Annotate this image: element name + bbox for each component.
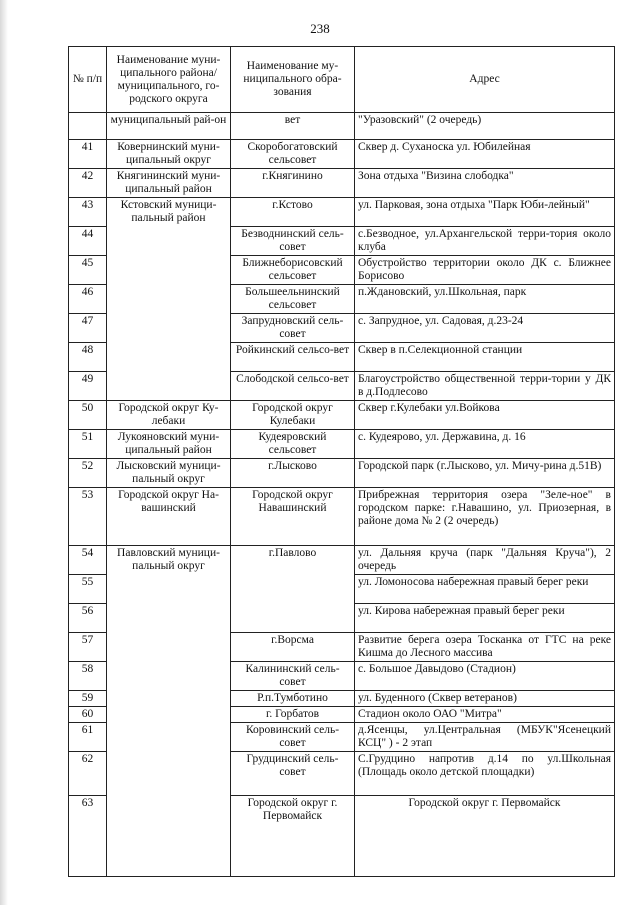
row-entity: г.Павлово <box>231 546 355 633</box>
table-row <box>69 198 615 227</box>
row-district: Городской округ Ку-лебаки <box>107 401 231 430</box>
row-address: Обустройство территории около ДК с. Ближнее Борисово <box>355 256 615 285</box>
row-entity: Калининский сель-совет <box>231 662 355 691</box>
row-address: Зона отдыха "Визина слободка" <box>355 169 615 198</box>
scan-edge-shadow <box>0 0 8 905</box>
table-row <box>69 169 615 198</box>
row-num: 45 <box>69 256 107 285</box>
row-entity: Городской округ Кулебаки <box>231 401 355 430</box>
row-num: 63 <box>69 796 107 877</box>
row-entity: г. Горбатов <box>231 707 355 723</box>
row-address: ул. Ломоносова набережная правый берег реки <box>355 575 615 604</box>
row-num: 46 <box>69 285 107 314</box>
row-entity: г.Лысково <box>231 459 355 488</box>
row-address: д.Ясенцы, ул.Центральная (МБУК"Ясенецкий КСЦ" ) - 2 этап <box>355 723 615 752</box>
row-address: с.Безводное, ул.Архангельской терри-тория около клуба <box>355 227 615 256</box>
row-district: Кстовский муници-пальный район <box>107 198 231 401</box>
table-row <box>69 140 615 169</box>
table-row <box>69 401 615 430</box>
row-address: Стадион около ОАО "Митра" <box>355 707 615 723</box>
row-num: 61 <box>69 723 107 752</box>
row-address: с. Большое Давыдово (Стадион) <box>355 662 615 691</box>
row-district: Павловский муници-пальный округ <box>107 546 231 877</box>
row-num: 41 <box>69 140 107 169</box>
row-address: Городской парк (г.Лысково, ул. Мичу-рина д.51В) <box>355 459 615 488</box>
row-entity: Слободской сельсо-вет <box>231 372 355 401</box>
row-num: 48 <box>69 343 107 372</box>
row-num: 62 <box>69 752 107 796</box>
row-address: Развитие берега озера Тосканка от ГТС на реке Кишма до Лесного массива <box>355 633 615 662</box>
page-number: 238 <box>310 21 330 36</box>
row-address: Сквер г.Кулебаки ул.Войкова <box>355 401 615 430</box>
row-num: 44 <box>69 227 107 256</box>
row-entity: Запрудновский сель-совет <box>231 314 355 343</box>
header-entity: Наименование му-ниципального обра-зования <box>231 47 355 113</box>
row-num: 49 <box>69 372 107 401</box>
table-header-row <box>69 47 615 113</box>
table-row <box>69 488 615 546</box>
row-district: муниципальный рай-он <box>107 113 231 140</box>
table-row <box>69 113 615 140</box>
row-district: Лукояновский муни-ципальный район <box>107 430 231 459</box>
row-address: ул. Буденного (Сквер ветеранов) <box>355 691 615 707</box>
row-entity: Городской округ г. Первомайск <box>355 796 615 877</box>
row-address: ул. Дальняя круча (парк "Дальняя Круча"), 2 очередь <box>355 546 615 575</box>
row-address: "Уразовский" (2 очередь) <box>355 113 615 140</box>
row-num: 51 <box>69 430 107 459</box>
row-entity: Коровинский сель-совет <box>231 723 355 752</box>
header-num: № п/п <box>69 47 107 113</box>
row-num: 57 <box>69 633 107 662</box>
row-num: 52 <box>69 459 107 488</box>
row-entity: Большеельнинский сельсовет <box>231 285 355 314</box>
row-address: С.Грудцино напротив д.14 по ул.Школьная (Площадь около детской площадки) <box>355 752 615 796</box>
row-district: Городской округ г. Первомайск <box>231 796 355 877</box>
row-num: 59 <box>69 691 107 707</box>
row-address: Сквер в п.Селекционной станции <box>355 343 615 372</box>
row-num: 42 <box>69 169 107 198</box>
row-num: 53 <box>69 488 107 546</box>
row-entity: Безводнинский сель-совет <box>231 227 355 256</box>
row-entity: Кудеяровский сельсовет <box>231 430 355 459</box>
row-entity: Ближнеборисовский сельсовет <box>231 256 355 285</box>
row-num <box>69 113 107 140</box>
row-num: 47 <box>69 314 107 343</box>
row-entity: Городской округ Навашинский <box>231 488 355 546</box>
row-address: Прибрежная территория озера "Зеле-ное" в городском парке: г.Навашино, ул. Приозерная, в районе дома № 2 (2 очередь) <box>355 488 615 546</box>
row-address: ул. Кирова набережная правый берег реки <box>355 604 615 633</box>
row-num: 43 <box>69 198 107 227</box>
row-address: ул. Парковая, зона отдыха "Парк Юби-лейный" <box>355 198 615 227</box>
row-num: 54 <box>69 546 107 575</box>
row-num: 58 <box>69 662 107 691</box>
row-entity: Р.п.Тумботино <box>231 691 355 707</box>
row-address: с. Запрудное, ул. Садовая, д.23-24 <box>355 314 615 343</box>
row-district: Ковернинский муни-ципальный округ <box>107 140 231 169</box>
table-row <box>69 430 615 459</box>
row-num: 55 <box>69 575 107 604</box>
row-address: п.Ждановский, ул.Школьная, парк <box>355 285 615 314</box>
row-district: Городской округ На-вашинский <box>107 488 231 546</box>
row-entity: г.Кстово <box>231 198 355 227</box>
row-entity: Скоробогатовский сельсовет <box>231 140 355 169</box>
row-num: 56 <box>69 604 107 633</box>
row-entity: Ройкинский сельсо-вет <box>231 343 355 372</box>
row-entity: г.Княгинино <box>231 169 355 198</box>
row-district: Княгининский муни-ципальный район <box>107 169 231 198</box>
row-entity: вет <box>231 113 355 140</box>
table-row <box>69 459 615 488</box>
territories-table <box>68 46 615 877</box>
row-address: с. Кудеярово, ул. Державина, д. 16 <box>355 430 615 459</box>
row-entity: Грудцинский сель-совет <box>231 752 355 796</box>
table-row <box>69 546 615 575</box>
row-address: Сквер д. Суханоска ул. Юбилейная <box>355 140 615 169</box>
row-district: Лысковский муници-пальный округ <box>107 459 231 488</box>
header-address: Адрес <box>355 47 615 113</box>
header-district: Наименование муни-ципального района/ муниципального, го-родского округа <box>107 47 231 113</box>
row-num: 60 <box>69 707 107 723</box>
row-entity: г.Ворсма <box>231 633 355 662</box>
row-address: Благоустройство общественной терри-тории у ДК в д.Подлесово <box>355 372 615 401</box>
row-num: 50 <box>69 401 107 430</box>
